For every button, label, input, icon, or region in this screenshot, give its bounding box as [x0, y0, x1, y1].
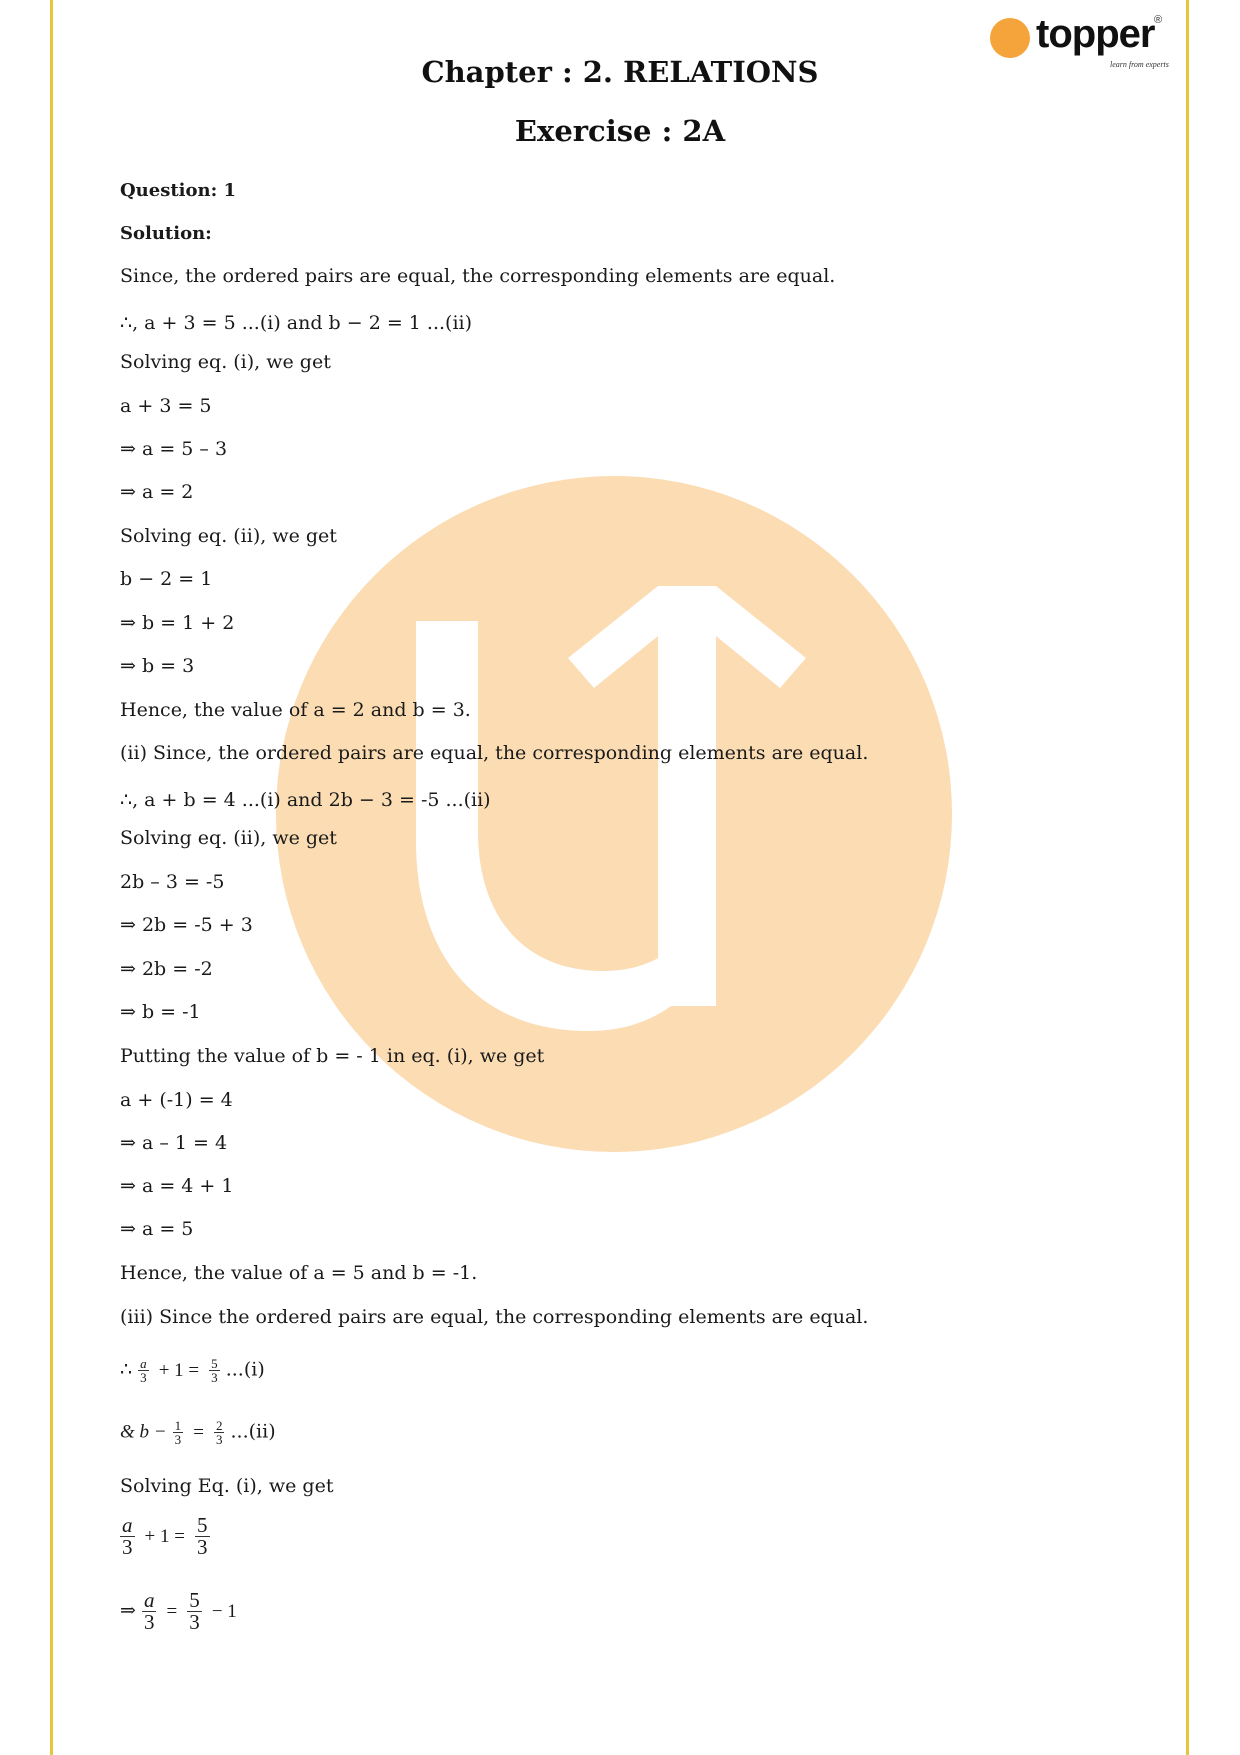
solution-label: Solution:: [120, 223, 212, 244]
fraction: $\frac{5}{3}$: [211, 1356, 218, 1385]
solution-line: ⇒ a = 2: [120, 481, 194, 503]
therefore-symbol: ∴: [120, 1358, 133, 1381]
solution-line: a + 3 = 5: [120, 395, 212, 417]
solution-line: (iii) Since the ordered pairs are equal, the corresponding elements are equal.: [120, 1306, 869, 1328]
solution-line: ⇒ b = 1 + 2: [120, 612, 235, 634]
solution-line: a + (-1) = 4: [120, 1089, 233, 1111]
solution-line: ⇒ b = -1: [120, 1001, 201, 1023]
math-equation-3: $\frac{a}{3}$ + 1 = $\frac{5}{3}$: [122, 1513, 208, 1559]
fraction: $\frac{2}{3}$: [215, 1418, 223, 1447]
solution-line: Hence, the value of a = 5 and b = -1.: [120, 1262, 478, 1284]
solution-line: Since, the ordered pairs are equal, the corresponding elements are equal.: [120, 265, 836, 287]
page-border-left: [50, 0, 53, 1755]
solution-line: Solving eq. (ii), we get: [120, 827, 337, 849]
fraction: $\frac{5}{3}$: [197, 1513, 208, 1559]
solution-line: Solving eq. (ii), we get: [120, 525, 337, 547]
logo-wordmark: topper: [1036, 12, 1155, 56]
solution-line: ⇒ a = 5 – 3: [120, 438, 228, 460]
question-label: Question: 1: [120, 180, 237, 201]
fraction: $\frac{a}{3}$: [140, 1356, 147, 1385]
math-equation-1: ∴ $\frac{a}{3}$ + 1 = $\frac{5}{3}$ ...(i): [120, 1356, 265, 1385]
solution-line: Putting the value of b = - 1 in eq. (i), we get: [120, 1045, 545, 1067]
solution-line: 2b – 3 = -5: [120, 871, 225, 893]
solution-line: Hence, the value of a = 2 and b = 3.: [120, 699, 471, 721]
math-equation-2: & b − $\frac{1}{3}$ = $\frac{2}{3}$ ...(ii): [120, 1418, 276, 1447]
solution-line: (ii) Since, the ordered pairs are equal, the corresponding elements are equal.: [120, 742, 869, 764]
registered-mark: ®: [1154, 14, 1163, 26]
exercise-title: Exercise : 2A: [514, 114, 726, 148]
solution-line: ∴, a + 3 = 5 ...(i) and b − 2 = 1 ...(ii): [120, 312, 473, 334]
solution-line: ∴, a + b = 4 ...(i) and 2b − 3 = -5 ...(ii): [120, 789, 491, 811]
solution-line: ⇒ a = 5: [120, 1218, 194, 1240]
math-equation-4: ⇒ $\frac{a}{3}$ = $\frac{5}{3}$ − 1: [120, 1588, 237, 1634]
fraction: $\frac{5}{3}$: [189, 1588, 200, 1634]
chapter-title: Chapter : 2. RELATIONS: [421, 55, 819, 89]
solution-line: ⇒ 2b = -5 + 3: [120, 914, 253, 936]
fraction: $\frac{a}{3}$: [143, 1588, 155, 1634]
solution-line: ⇒ a – 1 = 4: [120, 1132, 228, 1154]
fraction: $\frac{a}{3}$: [122, 1513, 133, 1559]
logo-tagline: learn from experts: [1110, 60, 1169, 69]
fraction: $\frac{1}{3}$: [174, 1418, 182, 1447]
solution-line: ⇒ 2b = -2: [120, 958, 213, 980]
solution-line: ⇒ b = 3: [120, 655, 195, 677]
solution-line: Solving Eq. (i), we get: [120, 1475, 334, 1497]
page-border-right: [1186, 0, 1189, 1755]
topper-logo-icon: [990, 18, 1030, 58]
solution-line: b − 2 = 1: [120, 568, 213, 590]
solution-line: ⇒ a = 4 + 1: [120, 1175, 234, 1197]
solution-line: Solving eq. (i), we get: [120, 351, 331, 373]
